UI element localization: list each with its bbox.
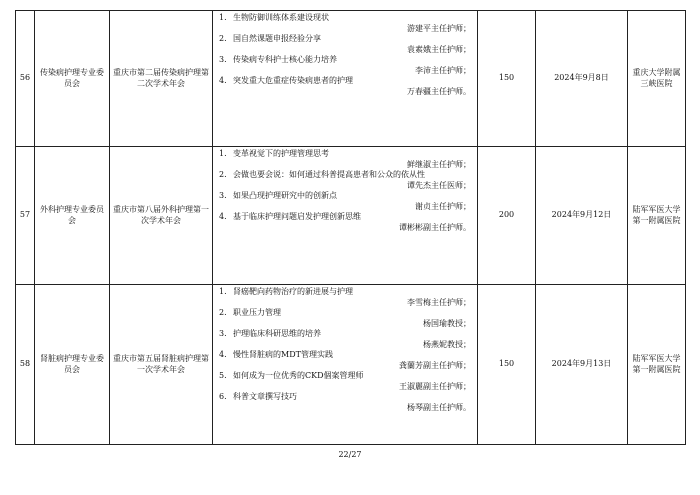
talk-speaker: 万春疆主任护师。 <box>407 86 471 96</box>
talk-title: 4. 突发重大危重症传染病患者的护理 <box>219 76 353 85</box>
talk-title: 4. 基于临床护理问题启发护理创新思维 <box>219 212 361 221</box>
attendee-count: 150 <box>478 285 536 445</box>
talk-title: 3. 护理临床科研思维的培养 <box>219 329 321 338</box>
talk-speaker: 李雪梅主任护师； <box>407 297 471 307</box>
lecture-list <box>213 285 478 445</box>
talk-title: 2. 职业压力管理 <box>219 308 281 317</box>
talk-title: 2. 会做也要会说：如何通过科普提高患者和公众的依从性 <box>219 170 425 179</box>
talk-speaker: 谭彬彬副主任护师。 <box>399 222 471 232</box>
meeting-date: 2024年9月8日 <box>536 11 628 147</box>
talk-title: 4. 慢性肾脏病的MDT管理实践 <box>219 350 333 359</box>
committee-name: 传染病护理专业委员会 <box>35 11 110 147</box>
lecture-list <box>213 11 478 147</box>
venue: 重庆大学附属三峡医院 <box>628 11 686 147</box>
meeting-date: 2024年9月13日 <box>536 285 628 445</box>
talk-speaker: 杨燕妮教授； <box>423 339 471 349</box>
attendee-count: 150 <box>478 11 536 147</box>
meeting-date: 2024年9月12日 <box>536 147 628 285</box>
venue: 陆军军医大学第一附属医院 <box>628 147 686 285</box>
committee-name: 肾脏病护理专业委员会 <box>35 285 110 445</box>
talk-title: 3. 传染病专科护士核心能力培养 <box>219 55 337 64</box>
talk-speaker: 袁素娥主任护师； <box>407 44 471 54</box>
talk-title: 2. 国自然课题申报经验分享 <box>219 34 321 43</box>
row-number: 57 <box>16 147 35 285</box>
talk-speaker: 李沛主任护师； <box>415 65 471 75</box>
lecture-list <box>213 147 478 285</box>
talk-title: 3. 如果凸现护理研究中的创新点 <box>219 191 337 200</box>
talk-title: 1. 变革视觉下的护理管理思考 <box>219 149 329 158</box>
committee-name: 外科护理专业委员会 <box>35 147 110 285</box>
talk-speaker: 王淑麗副主任护师； <box>399 381 471 391</box>
talk-title: 6. 科普文章撰写技巧 <box>219 392 297 401</box>
attendee-count: 200 <box>478 147 536 285</box>
talk-speaker: 谭先杰主任医师； <box>407 180 471 190</box>
talk-title: 5. 如何成为一位优秀的CKD個案管理师 <box>219 371 364 380</box>
row-number: 58 <box>16 285 35 445</box>
talk-title: 1. 生物防御训练体系建设现状 <box>219 13 329 22</box>
talk-speaker: 谢贞主任护师； <box>415 201 471 211</box>
talk-title: 1. 肾癌靶向药物治疗的新进展与护理 <box>219 287 353 296</box>
venue: 陆军军医大学第一附属医院 <box>628 285 686 445</box>
talk-speaker: 龚蘭芳副主任护师； <box>399 360 471 370</box>
table-row <box>16 285 686 445</box>
talk-speaker: 杨国瑜教授； <box>423 318 471 328</box>
meeting-name: 重庆市第八届外科护理第一次学术年会 <box>110 147 213 285</box>
talk-speaker: 杨琴副主任护师。 <box>407 402 471 412</box>
table-row <box>16 11 686 147</box>
talk-speaker: 游建平主任护师； <box>407 23 471 33</box>
meeting-name: 重庆市第二届传染病护理第二次学术年会 <box>110 11 213 147</box>
talk-speaker: 鲜继淑主任护师； <box>407 159 471 169</box>
page-number: 22/27 <box>338 450 362 459</box>
row-number: 56 <box>16 11 35 147</box>
meeting-name: 重庆市第五届肾脏病护理第一次学术年会 <box>110 285 213 445</box>
table-row <box>16 147 686 285</box>
meeting-schedule-table <box>15 10 686 445</box>
